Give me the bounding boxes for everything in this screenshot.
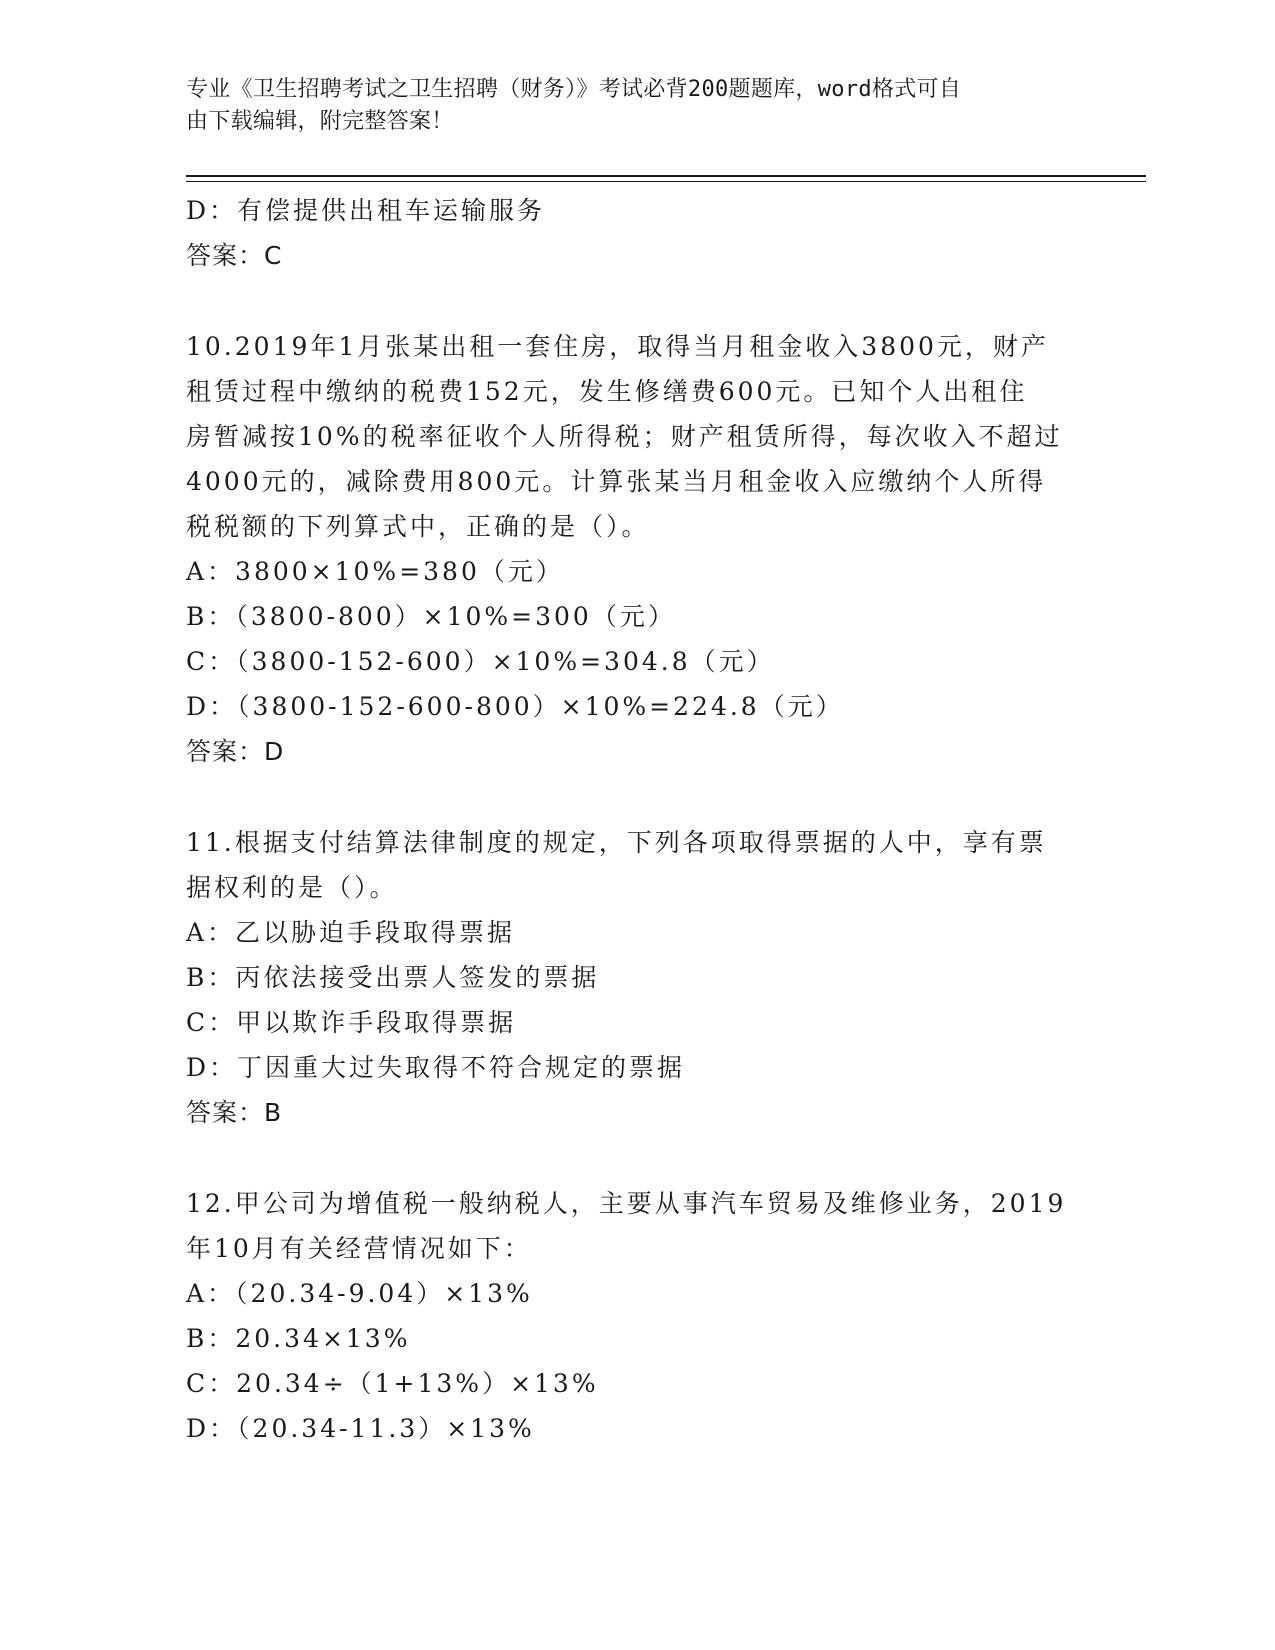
question-spacer (186, 278, 1086, 324)
question-12-stem-line: 年10月有关经营情况如下： (186, 1234, 532, 1263)
question-10-option-c: C：（3800-152-600）×10%=304.8（元） (186, 647, 775, 676)
question-10-option-d: D：（3800-152-600-800）×10%=224.8（元） (186, 692, 844, 721)
question-spacer (186, 774, 1086, 820)
question-9-answer: 答案：C (186, 241, 283, 270)
question-12 (186, 1181, 1086, 1451)
question-9-option-d: D：有偿提供出租车运输服务 (186, 196, 546, 225)
header-line-2: 由下载编辑，附完整答案！ (186, 109, 454, 134)
question-12-option-a: A：（20.34-9.04）×13% (186, 1279, 533, 1308)
question-11-option-a: A：乙以胁迫手段取得票据 (186, 918, 516, 947)
question-content (186, 188, 1086, 1451)
question-11 (186, 820, 1086, 1135)
question-12-stem-line: 12.甲公司为增值税一般纳税人，主要从事汽车贸易及维修业务，2019 (186, 1189, 1067, 1218)
question-10-answer: 答案：D (186, 737, 285, 766)
page-header (186, 74, 1066, 138)
question-11-answer: 答案：B (186, 1098, 283, 1127)
question-11-stem-line: 11.根据支付结算法律制度的规定，下列各项取得票据的人中，享有票 (186, 828, 1047, 857)
question-9 (186, 188, 1086, 278)
question-11-option-c: C：甲以欺诈手段取得票据 (186, 1008, 517, 1037)
question-10-option-b: B：（3800-800）×10%=300（元） (186, 602, 676, 631)
header-divider-thick (186, 175, 1146, 177)
question-10-stem-line: 租赁过程中缴纳的税费152元，发生修缮费600元。已知个人出租住 (186, 377, 1028, 406)
question-12-option-c: C：20.34÷（1+13%）×13% (186, 1369, 599, 1398)
question-10 (186, 324, 1086, 774)
question-11-stem-line: 据权利的是（）。 (186, 873, 398, 902)
question-11-option-b: B：丙依法接受出票人签发的票据 (186, 963, 600, 992)
question-10-stem-line: 税税额的下列算式中，正确的是（）。 (186, 512, 650, 541)
question-11-option-d: D：丁因重大过失取得不符合规定的票据 (186, 1053, 686, 1082)
header-divider-thin (186, 181, 1146, 182)
question-10-stem-line: 4000元的，减除费用800元。计算张某当月租金收入应缴纳个人所得 (186, 467, 1047, 496)
question-10-option-a: A：3800×10%=380（元） (186, 557, 564, 586)
question-10-stem-line: 房暂减按10%的税率征收个人所得税；财产租赁所得，每次收入不超过 (186, 422, 1063, 451)
question-12-option-b: B：20.34×13% (186, 1324, 411, 1353)
question-12-option-d: D：（20.34-11.3）×13% (186, 1414, 535, 1443)
question-10-stem-line: 10.2019年1月张某出租一套住房，取得当月租金收入3800元，财产 (186, 332, 1049, 361)
header-line-1: 专业《卫生招聘考试之卫生招聘（财务）》考试必背200题题库，word格式可自 (186, 77, 962, 102)
question-spacer (186, 1135, 1086, 1181)
